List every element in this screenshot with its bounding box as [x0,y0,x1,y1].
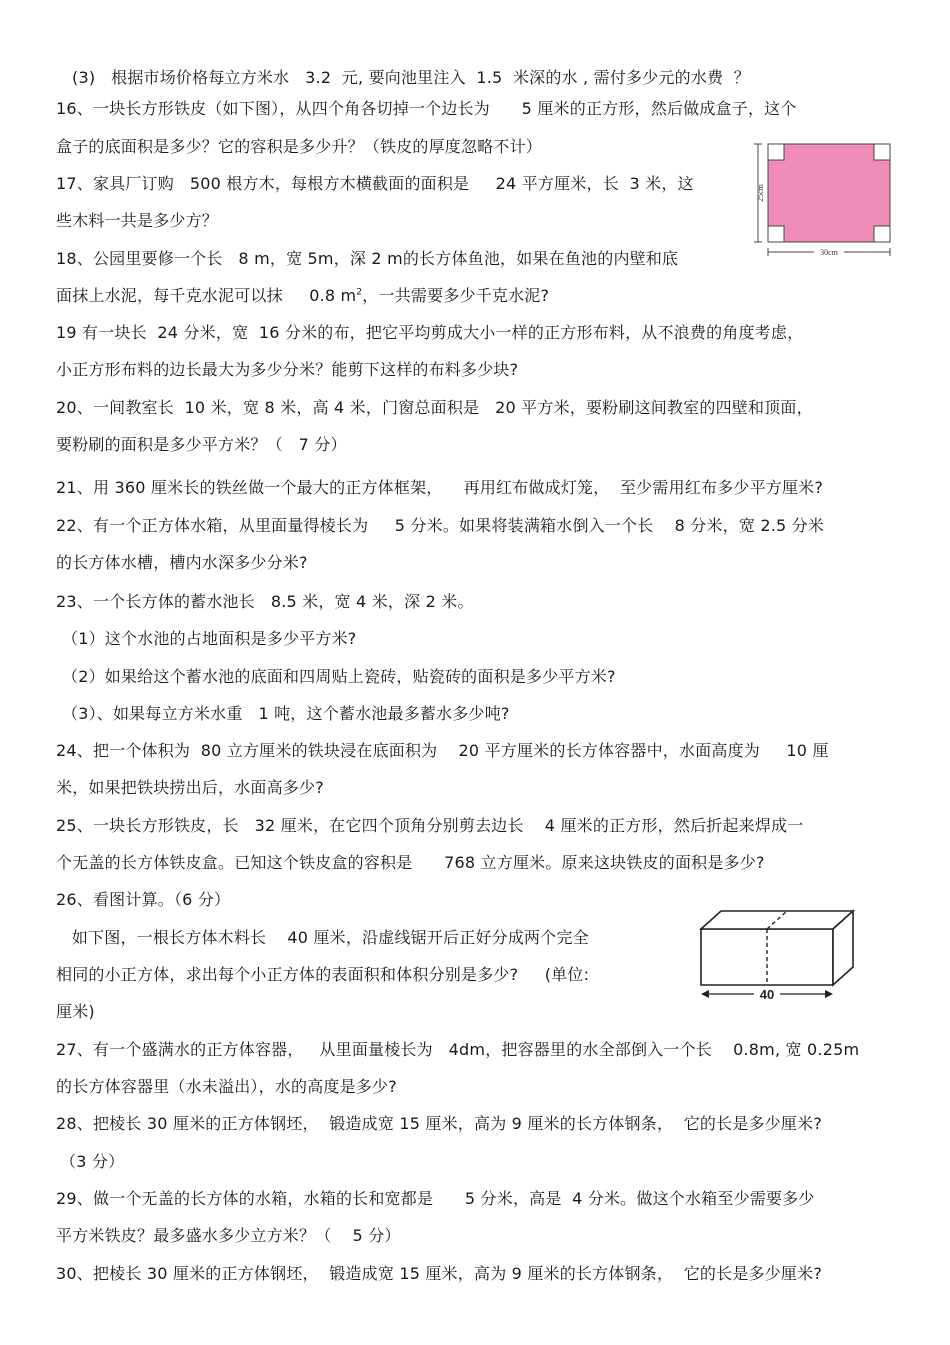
line-14: 的长方体水槽，槽内水深多少分米? [56,553,308,572]
corner-square-top-right [874,144,890,160]
line-32: 平方米铁皮？最多盛水多少立方米？（ 5 分） [56,1226,401,1245]
line-07 [56,285,549,307]
line-10: 20、一间教室长 10 米，宽 8 米，高 4 米，门窗总面积是 20 平方米，要粉刷这间教室的四壁和顶面， [56,398,813,417]
line-13: 22、有一个正方体水箱，从里面量得棱长为 5 分米。如果将装满箱水倒入一个长 8 分米，宽 2.5 分米 [56,516,825,535]
line-26: 厘米) [56,1002,95,1021]
corner-square-bottom-right [874,226,890,242]
line-02: 16、一块长方形铁皮（如下图），从四个角各切掉一个边长为 5 厘米的正方形，然后做成盒子，这个 [56,99,797,118]
line-05: 些木料一共是多少方？ [56,211,219,230]
line-25: 相同的小正方体，求出每个小正方体的表面积和体积分别是多少? (单位: [56,965,590,984]
height-label: 25cm [756,184,765,202]
line-29: 28、把棱长 30 厘米的正方体钢坯， 锻造成宽 15 厘米，高为 9 厘米的长方体钢条， 它的长是多少厘米? [56,1114,823,1133]
line-27: 27、有一个盛满水的正方体容器， 从里面量棱长为 4dm，把容器里的水全部倒入一个长 0.8m, 宽 0.25m [56,1040,860,1059]
line-30: （3 分） [60,1152,125,1171]
iron-sheet-rect [768,144,890,242]
line-11: 要粉刷的面积是多少平方米？（ 7 分） [56,435,347,454]
line-01: (3) 根据市场价格每立方米水 3.2 元, 要向池里注入 1.5 米深的水 , 需付多少元的水费 ？ [72,68,750,87]
line-16: （1）这个水池的占地面积是多少平方米? [62,629,357,648]
line-20: 米，如果把铁块捞出后，水面高多少? [56,778,324,797]
iron-sheet-figure [750,140,900,265]
line-03: 盒子的底面积是多少？它的容积是多少升？（铁皮的厚度忽略不计） [56,137,543,156]
squared-superscript: 2 [356,287,363,298]
line-07-text-b: ，一共需要多少千克水泥? [362,286,550,305]
line-21: 25、一块长方形铁皮，长 32 厘米，在它四个顶角分别剪去边长 4 厘米的正方形，然后折起来焊成一 [56,816,804,835]
corner-square-bottom-left [768,226,784,242]
length-label: 40 [759,987,775,1002]
line-04: 17、家具厂订购 500 根方木，每根方木横截面的面积是 24 平方厘米，长 3 米，这 [56,174,694,193]
line-15: 23、一个长方体的蓄水池长 8.5 米，宽 4 米，深 2 米。 [56,592,474,611]
line-19: 24、把一个体积为 80 立方厘米的铁块浸在底面积为 20 平方厘米的长方体容器中，水面高度为 10 厘 [56,741,829,760]
width-label: 30cm [820,248,838,257]
length-arrow-right [825,990,833,998]
line-09: 小正方形布料的边长最大为多少分米？能剪下这样的布料多少块? [56,360,519,379]
line-17: （2）如果给这个蓄水池的底面和四周贴上瓷砖，贴瓷砖的面积是多少平方米? [62,667,616,686]
block-top-face [701,911,853,929]
line-06: 18、公园里要修一个长 8 m，宽 5m，深 2 m的长方体鱼池，如果在鱼池的内壁和底 [56,249,679,268]
line-31: 29、做一个无盖的长方体的水箱，水箱的长和宽都是 5 分米，高是 4 分米。做这个水箱至少需要多少 [56,1189,815,1208]
line-28: 的长方体容器里（水未溢出），水的高度是多少? [56,1077,397,1096]
line-23: 26、看图计算。（6 分） [56,890,231,909]
line-33: 30、把棱长 30 厘米的正方体钢坯， 锻造成宽 15 厘米，高为 9 厘米的长方体钢条， 它的长是多少厘米? [56,1264,823,1283]
line-24: 如下图，一根长方体木料长 40 厘米，沿虚线锯开后正好分成两个完全 [56,928,589,947]
length-arrow-left [701,990,709,998]
line-22: 个无盖的长方体铁皮盒。已知这个铁皮盒的容积是 768 立方厘米。原来这块铁皮的面积是多少? [56,853,765,872]
corner-square-top-left [768,144,784,160]
line-07-text-a: 面抹上水泥，每千克水泥可以抹 0.8 m [56,286,357,305]
wood-block-figure [695,905,865,1005]
line-08: 19 有一块长 24 分米，宽 16 分米的布，把它平均剪成大小一样的正方形布料，从不浪费的角度考虑， [56,323,804,342]
line-18: （3）、如果每立方米水重 1 吨，这个蓄水池最多蓄水多少吨? [62,704,510,723]
line-12: 21、用 360 厘米长的铁丝做一个最大的正方体框架， 再用红布做成灯笼， 至少需用红布多少平方厘米? [56,478,824,497]
